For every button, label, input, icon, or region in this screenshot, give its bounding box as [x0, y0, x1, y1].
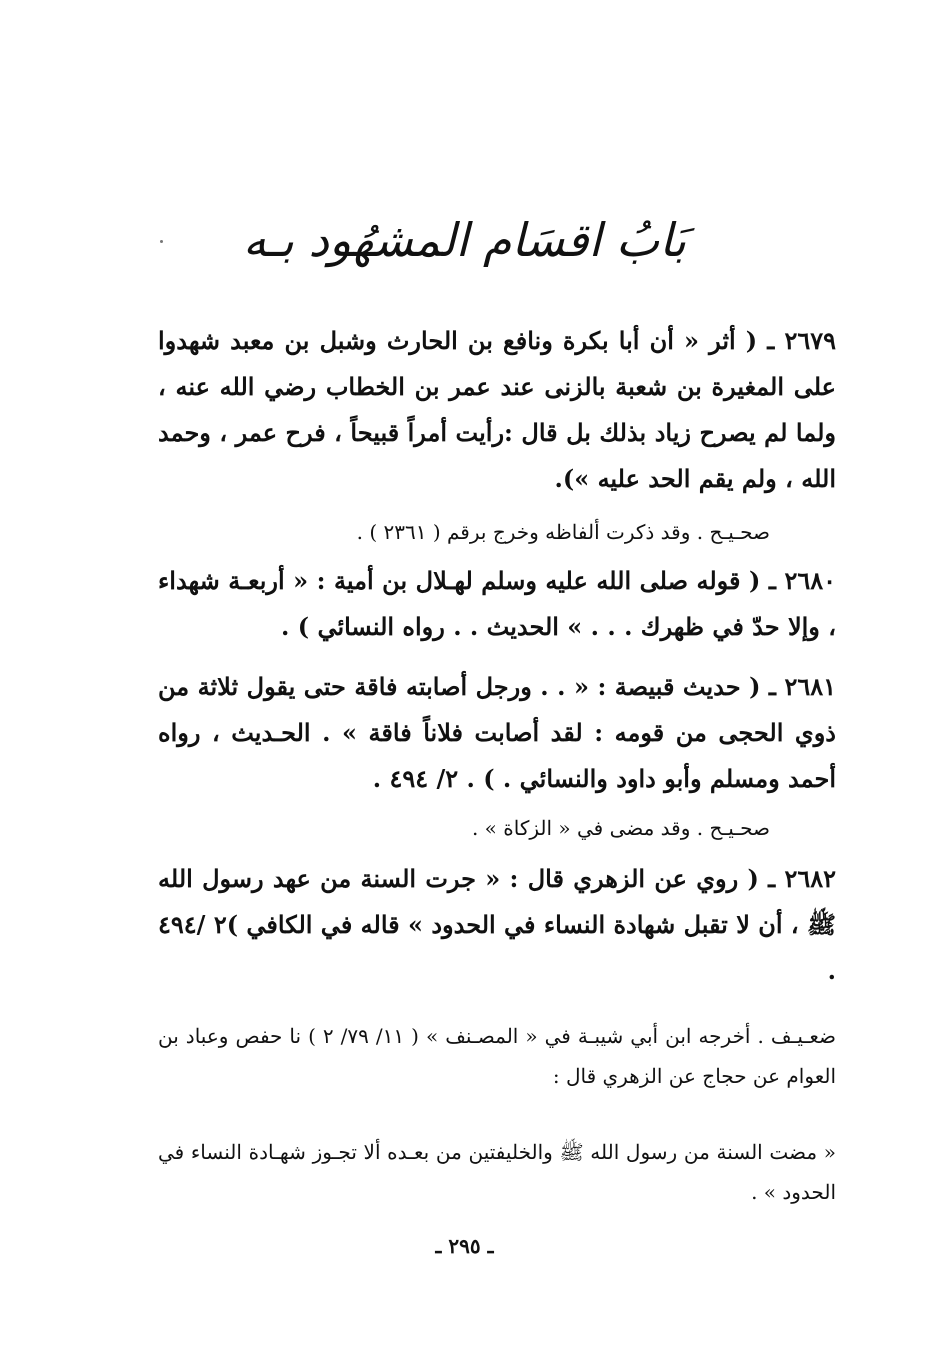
hadith-2682: ٢٦٨٢ ـ ( روي عن الزهري قال : « جرت السنة من عهد رسول الله ﷺ ، أن لا تقبل شهادة النساء في الحدود » قاله في الكافي )٢ /٤٩٤ . [158, 864, 837, 985]
page-body [158, 318, 836, 1212]
speck-mark [160, 240, 163, 243]
page-number: ـ ٢٩٥ ـ [435, 1234, 494, 1258]
chapter-title: بَابُ اقسَام المشهُود بـه [242, 213, 687, 267]
hadith-2680: ٢٦٨٠ ـ ( قوله صلى الله عليه وسلم لهـلال بن أمية : « أربعـة شهداء ، وإلا حدّ في ظهرك . . . » الحديث . . رواه النسائي ) . [158, 566, 836, 641]
grading-2681: صحـيـح . وقد مضى في « الزكاة » . [471, 816, 770, 840]
hadith-2679: ٢٦٧٩ ـ ( أثر « أن أبا بكرة ونافع بن الحارث وشبل بن معبد شهدوا على المغيرة بن شعبة بالزنى عند عمر بن الخطاب رضي الله عنه ، ولما لم يصرح زياد بذلك بل قال :رأيت أمراً قبيحاً ، فرح عمر ، وحمد الله ، ولم يقم الحد عليه »). [158, 326, 836, 493]
quoted-narration: « مضت السنة من رسول الله ﷺ والخليفتين من بعـده ألا تجـوز شهـادة النساء في الحدود » . [158, 1140, 836, 1204]
hadith-2681: ٢٦٨١ ـ ( حديث قبيصة : « . . ورجل أصابته فاقة حتى يقول ثلاثة من ذوي الحجى من قومه : لقد أصابت فلاناً فاقة » . الحـديث ، رواه أحمد ومسلم وأبو داود والنسائي . ) . ٢/ ٤٩٤ . [158, 672, 836, 793]
grading-2679: صحـيـح . وقد ذكرت ألفاظه وخرج برقم ( ٢٣٦١ ) . [356, 520, 770, 544]
grading-2682: ضعـيـف . أخرجه ابن أبي شيبـة في « المصـنف » ( ١١/ ٧٩/ ٢ ) نا حفص وعباد بن العوام عن حجاج عن الزهري قال : [158, 1024, 836, 1088]
